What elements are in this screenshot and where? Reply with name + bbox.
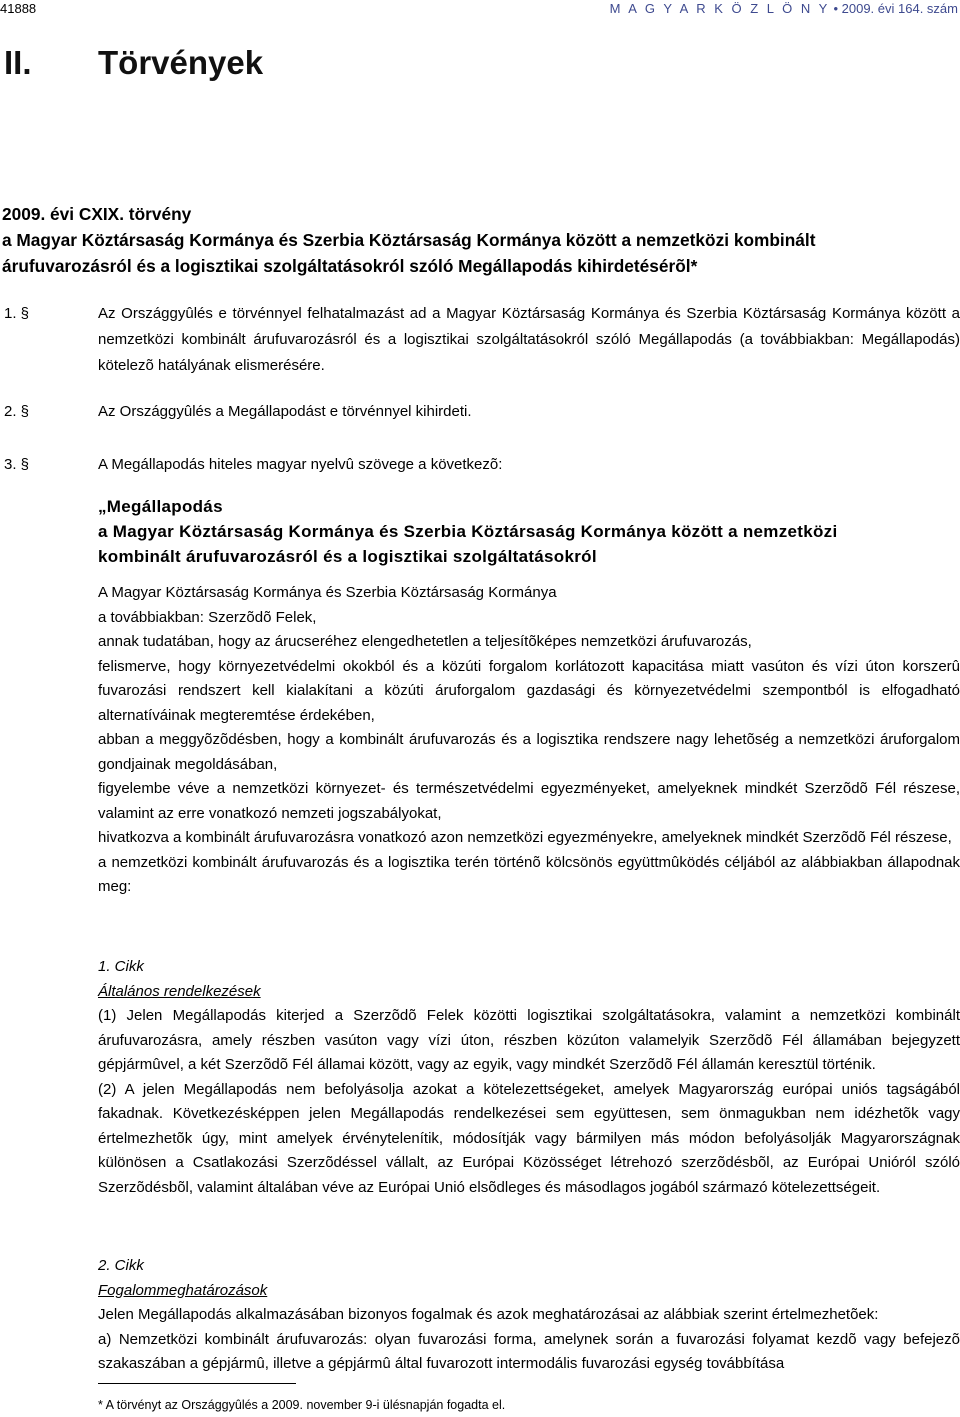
page-number: 41888	[0, 1, 37, 16]
article-heading: 1. Cikk	[98, 958, 144, 975]
article-1	[98, 955, 960, 1200]
header-bullet: •	[833, 1, 839, 16]
article-2	[98, 1254, 960, 1377]
paragraph-3	[4, 452, 960, 478]
paragraph-2	[4, 399, 960, 425]
paragraph-text: Az Országgyûlés e törvénnyel felhatalmazást ad a Magyar Köztársaság Kormánya és Szerbia Köztársaság Kormánya között a nemzetközi kombinált árufuvarozásról és a logisztikai szolgáltatásokról szóló Megállapodás (a továbbiakban: Megállapodás) kötelezõ hatályának elismerésére.	[98, 305, 960, 374]
footnote-divider	[98, 1383, 296, 1384]
preamble-line: a továbbiakban: Szerzõdõ Felek,	[98, 608, 317, 626]
section-title: Törvények	[98, 44, 264, 81]
preamble-line: felismerve, hogy környezetvédelmi okokból és a közúti forgalom korlátozott kapacitása miatt vasúton és vízi úton korszerû fuvarozási rendszert kell kialakítani a közúti áruforgalom gazdasági és környezetvédelmi szempontból is elfogadható alternatíváinak megteremtése érdekében,	[98, 657, 960, 724]
agreement-title-line: a Magyar Köztársaság Kormánya és Szerbia Köztársaság Kormánya között a nemzetközi	[98, 522, 838, 541]
paragraph-text: A Megállapodás hiteles magyar nyelvû szövege a következõ:	[98, 456, 503, 473]
preamble-line: figyelembe véve a nemzetközi környezet- és természetvédelmi egyezményeket, amelyeknek mindkét Szerzõdõ Fél részese, valamint az erre vonatkozó nemzeti jogszabályokat,	[98, 780, 960, 822]
article-paragraph: (1) Jelen Megállapodás kiterjed a Szerzõdõ Felek közötti logisztikai szolgáltatásokra, valamint a nemzetközi kombinált árufuvarozásra, amely részben vasúton vagy vízi úton, részben közúton valamelyik Szerzõdõ Fél államában bejegyzett gépjármûvel, a két Szerzõdõ Fél államai között, vagy az egyik, vagy mindkét Szerzõdõ Fél államán keresztül történik.	[98, 1007, 960, 1073]
article-paragraph: a) Nemzetközi kombinált árufuvarozás: olyan fuvarozási forma, amelynek során a fuvarozási folyamat kezdõ vagy befejezõ szakaszában a gépjármû, illetve a gépjármû által fuvarozott intermodális fuvarozási egység továbbítása	[98, 1330, 960, 1372]
article-subtitle: Általános rendelkezések	[98, 982, 261, 1000]
article-paragraph: Jelen Megállapodás alkalmazásában bizonyos fogalmak és azok meghatározásai az alábbiak szerint értelmezhetõek:	[98, 1306, 879, 1323]
preamble-line: A Magyar Köztársaság Kormánya és Szerbia Köztársaság Kormánya	[98, 584, 557, 601]
journal-header	[610, 1, 958, 16]
footnote: * A törvényt az Országgyûlés a 2009. november 9-i ülésnapján fogadta el.	[98, 1398, 506, 1412]
section-number: II.	[4, 44, 32, 81]
journal-name: M A G Y A R K Ö Z L Ö N Y	[609, 1, 830, 16]
article-paragraph: (2) A jelen Megállapodás nem befolyásolja azokat a kötelezettségeket, amelyek Magyarország európai uniós tagságából fakadnak. Következésképpen jelen Megállapodás rendelkezései sem együttesen, sem önmagukban nem idézhetõk vagy értelmezhetõk úgy, mint amelyek érvénytelenítik, módosítják vagy bármilyen más módon befolyásolják Magyarországnak különösen a Csatlakozási Szerzõdéssel vállalt, az Európai Közösséget létrehozó szerzõdésbõl, az Európai Unióról szóló Szerzõdésbõl, valamint általában véve az Európai Unió elsõdleges és másodlagos jogából származó kötelezettségeit.	[98, 1080, 960, 1196]
article-heading: 2. Cikk	[98, 1257, 144, 1274]
paragraph-number: 2. §	[4, 403, 30, 420]
law-title	[2, 201, 960, 279]
preamble-line: hivatkozva a kombinált árufuvarozásra vonatkozó azon nemzetközi egyezményekre, amelyeknek mindkét Szerzõdõ Fél részese,	[98, 829, 952, 846]
issue-label: 2009. évi 164. szám	[841, 1, 958, 16]
law-title-line: 2009. évi CXIX. törvény	[2, 204, 192, 224]
agreement-title	[98, 494, 960, 569]
agreement-title-line: „Megállapodás	[98, 497, 223, 516]
paragraph-number: 3. §	[4, 456, 30, 473]
law-title-line: a Magyar Köztársaság Kormánya és Szerbia Köztársaság Kormánya között a nemzetközi kombinált	[2, 230, 816, 250]
article-subtitle: Fogalommeghatározások	[98, 1281, 268, 1299]
preamble-line: annak tudatában, hogy az árucseréhez elengedhetetlen a teljesítõképes nemzetközi árufuvarozás,	[98, 633, 752, 650]
law-title-line: árufuvarozásról és a logisztikai szolgáltatásokról szóló Megállapodás kihirdetésérõl*	[2, 256, 698, 276]
page-header	[0, 0, 960, 22]
preamble	[98, 581, 960, 900]
preamble-line: abban a meggyõzõdésben, hogy a kombinált árufuvarozás és a logisztika rendszere nagy lehetõség a nemzetközi áruforgalom gondjainak megoldásában,	[98, 731, 960, 773]
paragraph-1	[4, 301, 960, 379]
paragraph-number: 1. §	[4, 305, 30, 322]
paragraph-text: Az Országgyûlés a Megállapodást e törvénnyel kihirdeti.	[98, 403, 472, 420]
preamble-line: a nemzetközi kombinált árufuvarozás és a logisztika terén történõ kölcsönös együttmûködés céljából az alábbiakban állapodnak meg:	[98, 853, 960, 895]
agreement-title-line: kombinált árufuvarozásról és a logisztikai szolgáltatásokról	[98, 547, 597, 566]
